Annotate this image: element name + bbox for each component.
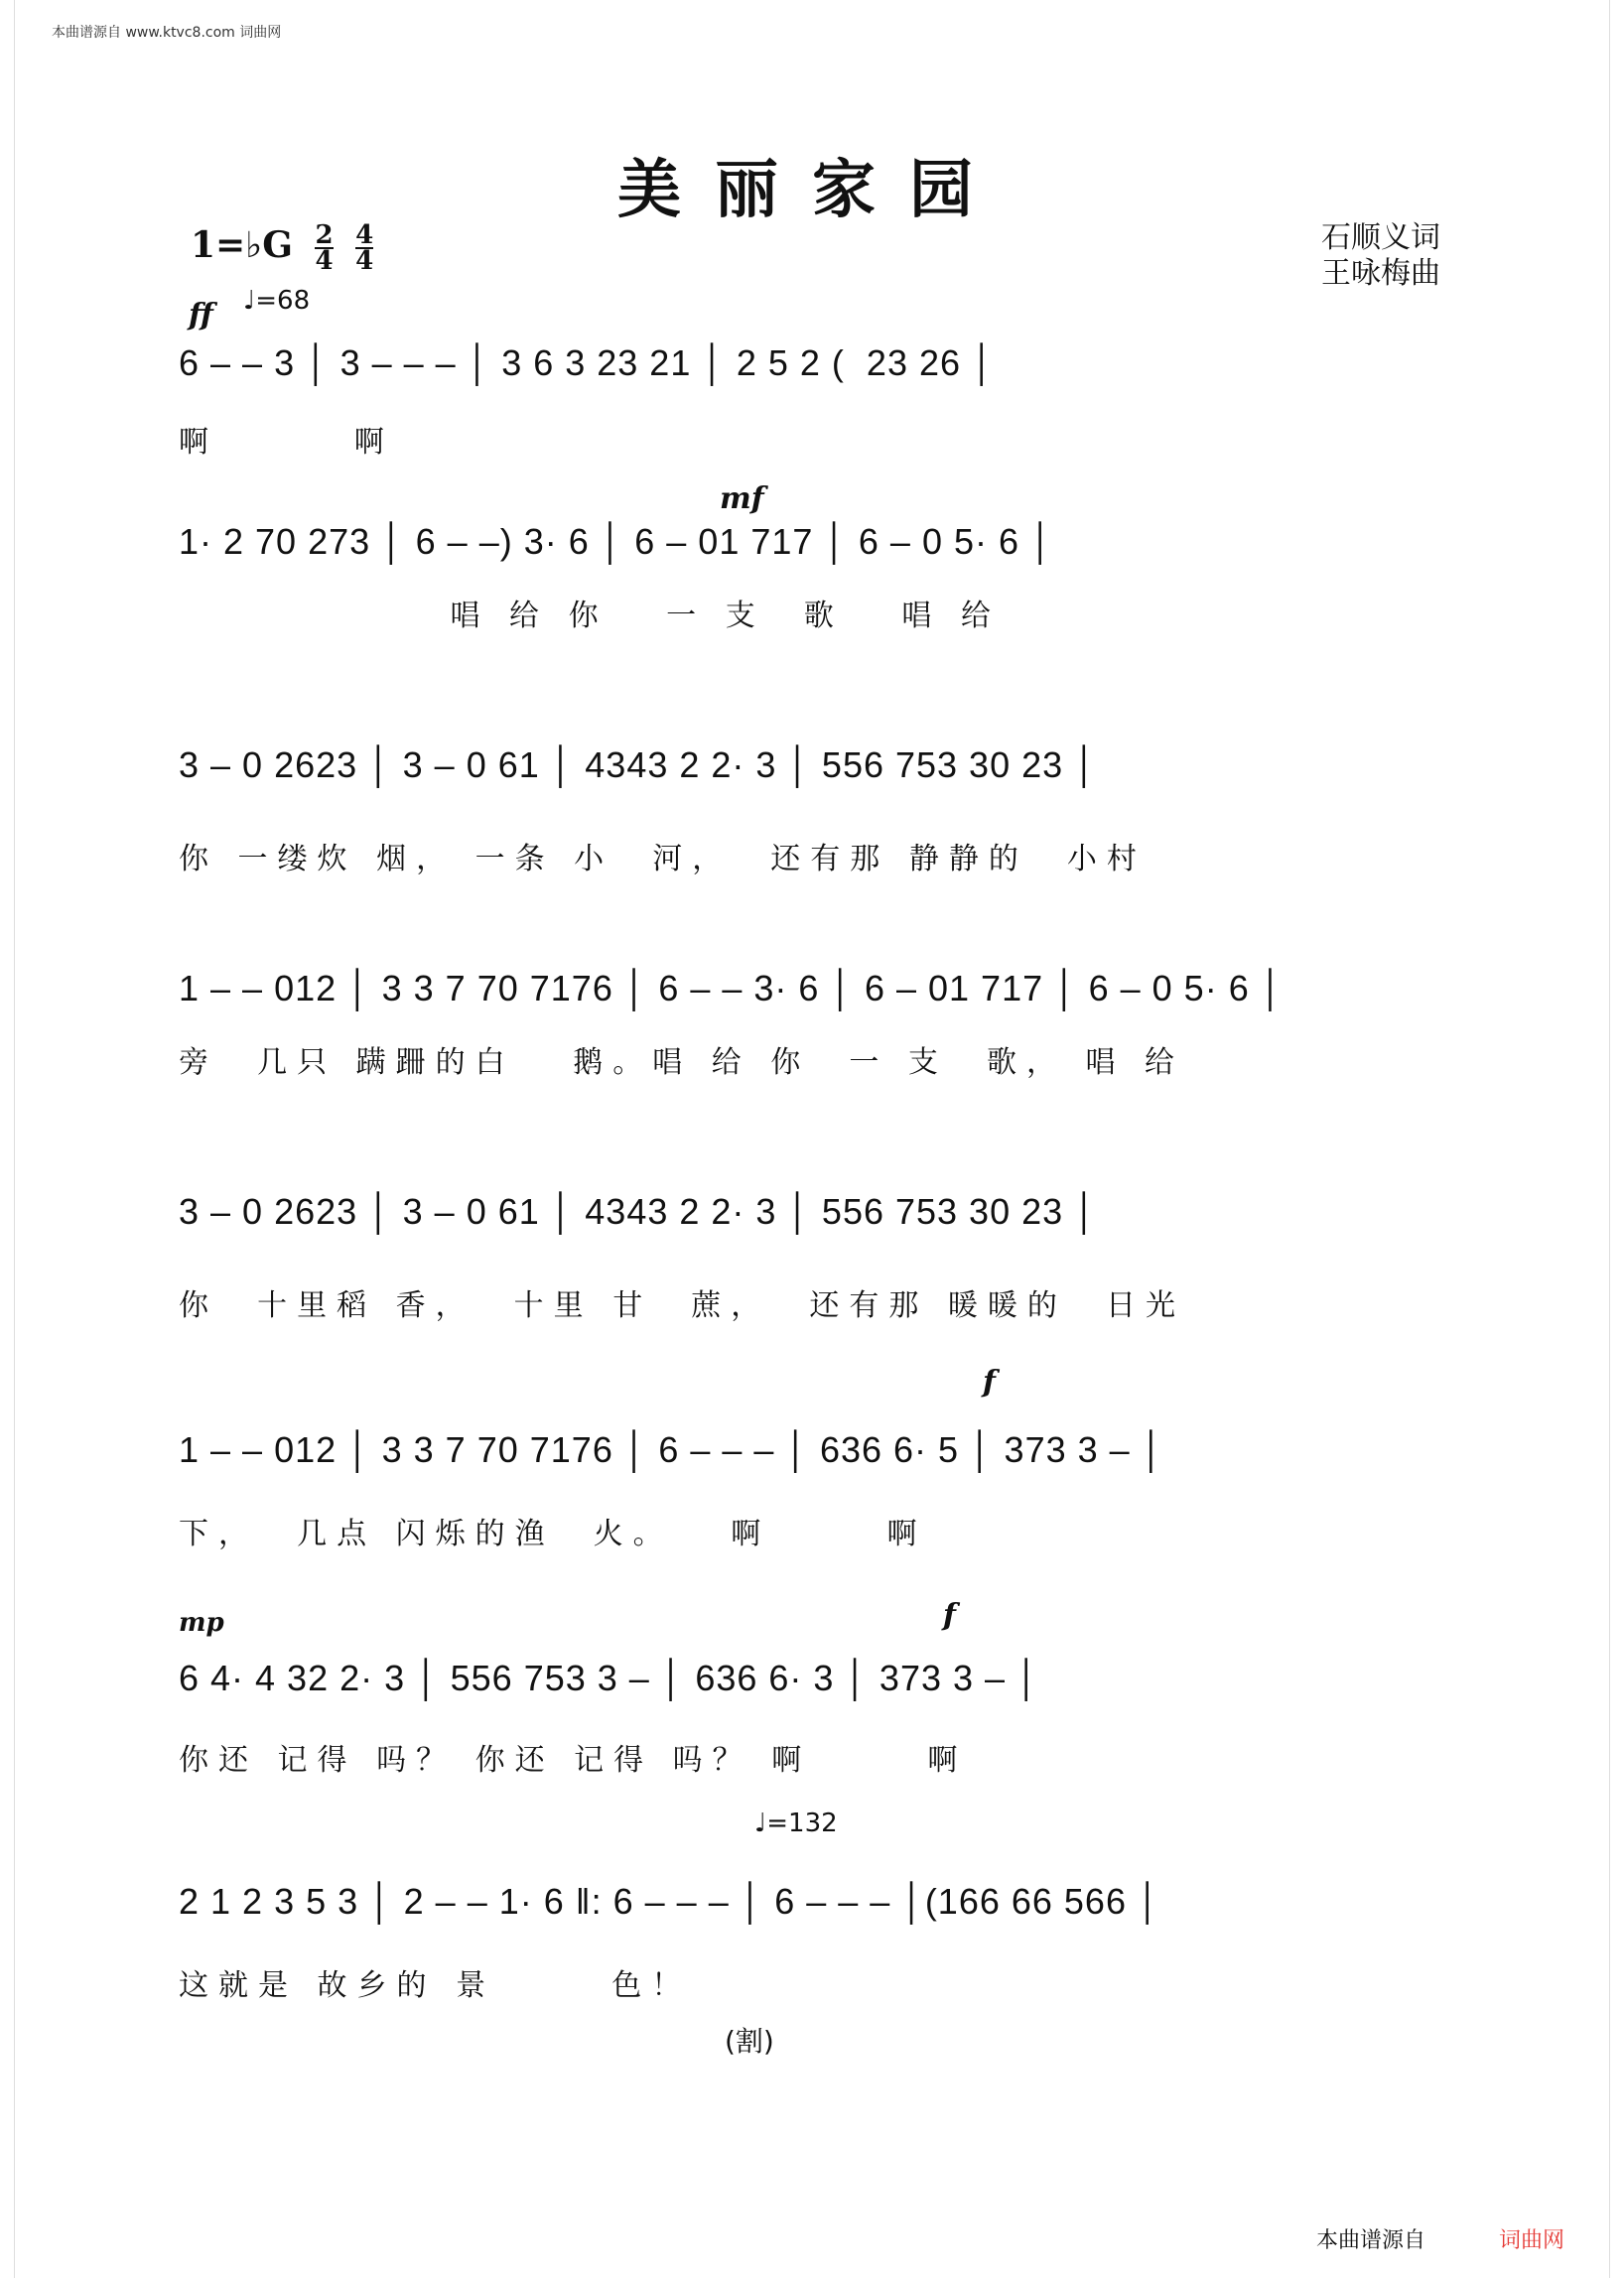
lyrics-row-5: 你 十里稻 香， 十里 甘 蔗， 还有那 暖暖的 日光 [179, 1288, 1185, 1323]
notation-row-2: 1· 2 70 273 │ 6 – –) 3· 6 │ 6 – 01 717 │ 6 – 0 5· 6 │ [179, 521, 1054, 562]
credits [1321, 220, 1440, 292]
song-title: 美丽家园 [617, 153, 1007, 227]
lyrics-row-6: 下， 几点 闪烁的渔 火。 啊 啊 [179, 1517, 927, 1551]
dynamic-ff: ff [189, 298, 213, 333]
lyrics-row-7: 你还 记得 吗？ 你还 记得 吗？ 啊 啊 [179, 1743, 968, 1778]
notation-row-8: 2 1 2 3 5 3 │ 2 – – 1· 6 ‖: 6 – – – │ 6 – – – │(166 66 566 │ [179, 1881, 1161, 1922]
lyricist: 石顺义词 [1321, 220, 1440, 255]
dynamic-mp: mp [179, 1608, 224, 1638]
footer-source: 本曲谱源自 [1315, 2228, 1425, 2253]
dynamic-f: f [983, 1365, 996, 1400]
tempo-marking: ♩=68 [243, 286, 311, 316]
footer-site-link[interactable]: 词曲网 [1498, 2228, 1564, 2253]
header-source: 本曲谱源自 www.ktvc8.com 词曲网 [52, 25, 282, 41]
cut-marking: (割) [725, 2025, 774, 2058]
key-signature [191, 220, 374, 276]
lyrics-row-4: 旁 几只 蹒跚的白 鹅。唱 给 你 一 支 歌， 唱 给 [179, 1045, 1185, 1080]
dynamic-f-2: f [943, 1598, 956, 1633]
notation-row-5: 3 – 0 2623 │ 3 – 0 61 │ 4343 2 2· 3 │ 556 753 30 23 │ [179, 1191, 1098, 1232]
time-signature-2: $\frac{4}{4}$ [355, 220, 374, 276]
notation-row-4: 1 – – 012 │ 3 3 7 70 7176 │ 6 – – 3· 6 │ 6 – 01 717 │ 6 – 0 5· 6 │ [179, 968, 1285, 1008]
notation-row-7: 6 4· 4 32 2· 3 │ 556 753 3 – │ 636 6· 3 │ 373 3 – │ [179, 1658, 1040, 1698]
right-margin-strip [1609, 0, 1624, 2278]
notation-row-1: 6 – – 3 │ 3 – – – │ 3 6 3 23 21 │ 2 5 2 ( 23 26 │ [179, 342, 996, 383]
notation-row-3: 3 – 0 2623 │ 3 – 0 61 │ 4343 2 2· 3 │ 556 753 30 23 │ [179, 744, 1098, 785]
left-margin-strip [0, 0, 15, 2278]
tempo-marking-2: ♩=132 [754, 1809, 838, 1838]
dynamic-mf: mf [720, 481, 764, 516]
composer: 王咏梅曲 [1321, 256, 1440, 291]
key-label: 1=♭G [191, 224, 293, 266]
lyrics-row-2: 唱 给 你 一 支 歌 唱 给 [179, 599, 1001, 633]
notation-row-6: 1 – – 012 │ 3 3 7 70 7176 │ 6 – – – │ 636 6· 5 │ 373 3 – │ [179, 1429, 1165, 1470]
lyrics-row-3: 你 一缕炊 烟， 一条 小 河， 还有那 静静的 小村 [179, 842, 1147, 876]
time-signature-1: $\frac{2}{4}$ [315, 220, 334, 276]
lyrics-row-1: 啊 啊 [179, 425, 394, 460]
lyrics-row-8: 这就是 故乡的 景 色！ [179, 1968, 692, 2003]
